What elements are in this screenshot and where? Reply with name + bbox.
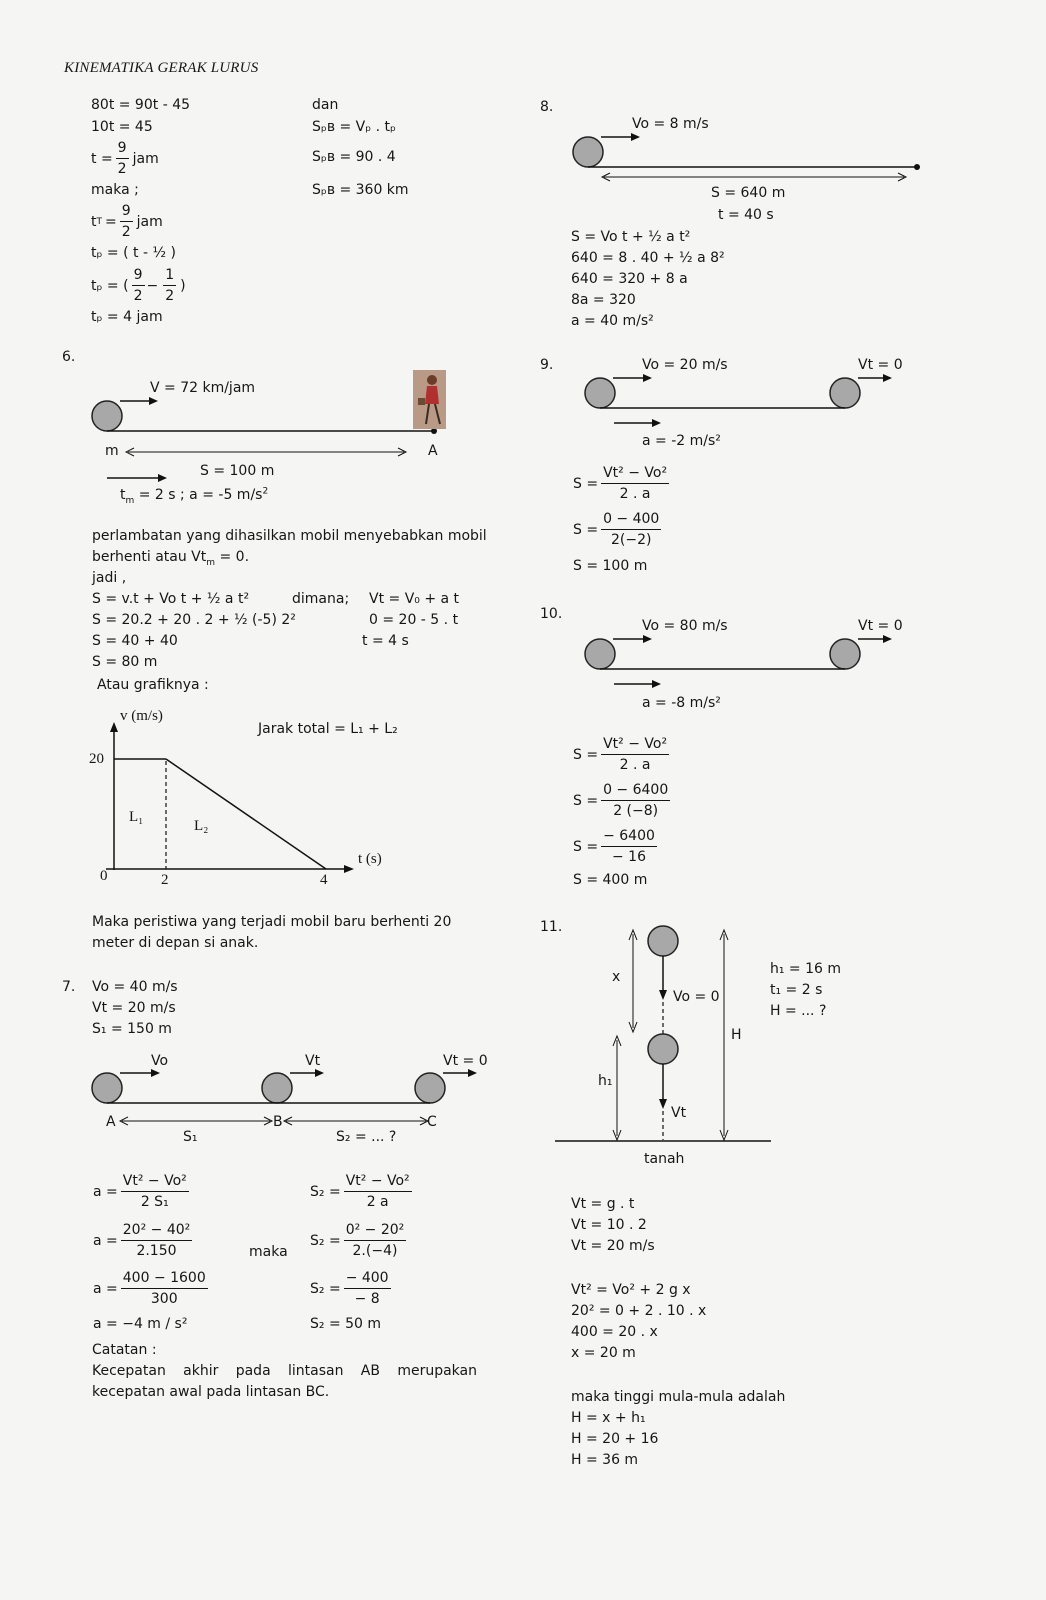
- eq-line: S = 40 + 40: [92, 633, 178, 649]
- x-tick-label: 4: [320, 872, 328, 888]
- y-axis-label: v (m/s): [120, 708, 163, 724]
- ball-middle: [648, 1034, 678, 1064]
- eq-line: 0 = 20 - 5 . t: [369, 612, 459, 628]
- given-line: t₁ = 2 s: [770, 982, 823, 998]
- problem-number: 9.: [540, 357, 554, 373]
- given-line: S₁ = 150 m: [92, 1021, 172, 1037]
- x-tick-label: 0: [100, 868, 108, 884]
- paragraph-line: berhenti atau $Vt_m = 0$.: [92, 549, 250, 568]
- eq-line: 640 = 8 . 40 + ½ a 8²: [571, 250, 725, 266]
- eq-line: S = Vo t + ½ a t²: [571, 229, 691, 245]
- area-label-l1: L₁: [129, 809, 144, 825]
- h1-label: h₁: [598, 1073, 613, 1089]
- distance-label: S = 640 m: [711, 185, 786, 201]
- fraction-equation: S = $\frac{0 - 6400}{2 (-8)}$: [573, 782, 669, 819]
- eq-line: Sₚʙ = 360 km: [312, 182, 409, 198]
- eq-line: S = 400 m: [573, 872, 648, 888]
- note-line: Kecepatan akhir pada lintasan AB merupakan: [92, 1363, 477, 1379]
- note-line: kecepatan awal pada lintasan BC.: [92, 1384, 330, 1400]
- eq-line: x = 20 m: [571, 1345, 636, 1361]
- problem-number: 6.: [62, 349, 76, 365]
- point-a-label: A: [428, 443, 438, 459]
- fraction-equation: a = $\frac{400 - 1600}{300}$: [93, 1270, 206, 1307]
- vt-label: Vt: [671, 1105, 687, 1121]
- x-axis-label: t (s): [358, 851, 382, 867]
- eq-line: 400 = 20 . x: [571, 1324, 658, 1340]
- fraction-equation: S₂ = $\frac{\text{Vt² − Vo²}}{2 a}$: [310, 1173, 410, 1210]
- point-m-label: m: [105, 443, 119, 459]
- maka-label: maka: [249, 1244, 288, 1260]
- eq-line: tₚ = ( t - ½ ): [91, 245, 176, 261]
- point-b-label: B: [273, 1114, 283, 1130]
- fraction-equation: t = $\frac{9}{2}$ jam: [91, 140, 159, 177]
- conclusion-line: meter di depan si anak.: [92, 935, 259, 951]
- area-label-l2: L₂: [194, 818, 209, 834]
- eq-line: 10t = 45: [91, 119, 153, 135]
- eq-line: 80t = 90t - 45: [91, 97, 191, 113]
- x-tick-label: 2: [161, 872, 169, 888]
- eq-line: H = 20 + 16: [571, 1431, 659, 1447]
- eq-line: S₂ = 50 m: [310, 1316, 382, 1332]
- fraction-equation: S₂ = $\frac{- 400}{- 8}$: [310, 1270, 389, 1307]
- fraction-equation: t T = $\frac{9}{2}$ jam: [91, 203, 163, 240]
- point-a-label: A: [106, 1114, 116, 1130]
- fraction-equation: S = $\frac{- 6400}{- 16}$: [573, 828, 655, 865]
- eq-line: Vt = g . t: [571, 1196, 635, 1212]
- conclusion-line: Maka peristiwa yang terjadi mobil baru berhenti 20: [92, 914, 452, 930]
- problem-number: 8.: [540, 99, 554, 115]
- problem-number: 10.: [540, 606, 563, 622]
- paragraph-line: perlambatan yang dihasilkan mobil menyebabkan mobil: [92, 528, 487, 544]
- fraction-equation: tₚ = ( 9 2 − $\frac{1}{2}$ ): [91, 267, 186, 304]
- x-label: x: [612, 969, 621, 985]
- accel-label: a = -8 m/s²: [642, 695, 721, 711]
- eq-line: Vt = 20 m/s: [571, 1238, 655, 1254]
- fraction-equation: S = $\frac{0 - 400}{2(-2)}$: [573, 511, 660, 548]
- eq-line: a = 40 m/s²: [571, 313, 654, 329]
- fraction-equation: a = $\frac{\text{20² − 40²}}{2.150}$: [93, 1222, 191, 1259]
- eq-line: Sₚʙ = Vₚ . tₚ: [312, 119, 397, 135]
- paragraph-line: jadi ,: [92, 570, 127, 586]
- s1-label: S₁: [183, 1129, 198, 1145]
- problem-number: 11.: [540, 919, 563, 935]
- time-accel-label: $t_m = 2$ s ; a = -5 $m/s^2$: [120, 486, 269, 506]
- vt-label: Vt = 0: [858, 357, 903, 373]
- eq-line: dimana;: [292, 591, 350, 607]
- point-c-label: C: [427, 1114, 437, 1130]
- ground-label: tanah: [644, 1151, 685, 1167]
- problem-number: 7.: [62, 979, 76, 995]
- time-label: t = 40 s: [718, 207, 774, 223]
- vt0-label: Vt = 0: [443, 1053, 488, 1069]
- eq-line: 8a = 320: [571, 292, 636, 308]
- eq-line: 20² = 0 + 2 . 10 . x: [571, 1303, 707, 1319]
- fraction-equation: S = $\frac{\text{Vt² − Vo²}}{2 . a}$: [573, 736, 668, 773]
- page-header: KINEMATIKA GERAK LURUS: [64, 60, 259, 76]
- eq-line: Vt = 10 . 2: [571, 1217, 647, 1233]
- vt-label: Vt: [305, 1053, 321, 1069]
- vt-label: Vt = 0: [858, 618, 903, 634]
- given-line: Vo = 40 m/s: [92, 979, 178, 995]
- given-line: h₁ = 16 m: [770, 961, 842, 977]
- fraction-equation: S₂ = $\frac{\text{0² − 20²}}{2.(-4)}$: [310, 1222, 405, 1259]
- y-tick-label: 20: [89, 751, 104, 767]
- eq-line: dan: [312, 97, 339, 113]
- eq-line: tₚ = 4 jam: [91, 309, 163, 325]
- given-line: Vt = 20 m/s: [92, 1000, 176, 1016]
- eq-line: S = 20.2 + 20 . 2 + ½ (-5) 2²: [92, 612, 296, 628]
- distance-label: S = 100 m: [200, 463, 275, 479]
- eq-line: S = 80 m: [92, 654, 158, 670]
- vo-label: Vo = 0: [673, 989, 720, 1005]
- eq-line: Sₚʙ = 90 . 4: [312, 149, 396, 165]
- eq-line: maka tinggi mula-mula adalah: [571, 1389, 786, 1405]
- accel-label: a = -2 m/s²: [642, 433, 721, 449]
- vo-label: Vo: [151, 1053, 169, 1069]
- eq-line: H = 36 m: [571, 1452, 639, 1468]
- fraction-equation: S = $\frac{\text{Vt² − Vo²}}{2 . a}$: [573, 465, 668, 502]
- h-label: H: [731, 1027, 742, 1043]
- vo-label: Vo = 80 m/s: [642, 618, 728, 634]
- velocity-label: Vo = 8 m/s: [632, 116, 709, 132]
- eq-line: Vt² = Vo² + 2 g x: [571, 1282, 691, 1298]
- given-line: H = ... ?: [770, 1003, 827, 1019]
- eq-line: Atau grafiknya :: [97, 677, 209, 693]
- eq-line: 640 = 320 + 8 a: [571, 271, 688, 287]
- eq-line: t = 4 s: [362, 633, 409, 649]
- ball-top: [648, 926, 678, 956]
- eq-line: H = x + h₁: [571, 1410, 646, 1426]
- total-distance-note: Jarak total = L₁ + L₂: [258, 721, 398, 737]
- fraction-equation: a = $\frac{\text{Vt² − Vo²}}{\text{2 S₁}}$: [93, 1173, 187, 1210]
- eq-line: maka ;: [91, 182, 139, 198]
- note-label: Catatan :: [92, 1342, 157, 1358]
- eq-line: S = 100 m: [573, 558, 648, 574]
- eq-line: Vt = V₀ + a t: [369, 591, 460, 607]
- velocity-label: V = 72 km/jam: [150, 380, 256, 396]
- eq-line: a = −4 m / s²: [93, 1316, 188, 1332]
- s2-label: S₂ = ... ?: [336, 1129, 397, 1145]
- eq-line: S = v.t + Vo t + ½ a t²: [92, 591, 250, 607]
- vo-label: Vo = 20 m/s: [642, 357, 728, 373]
